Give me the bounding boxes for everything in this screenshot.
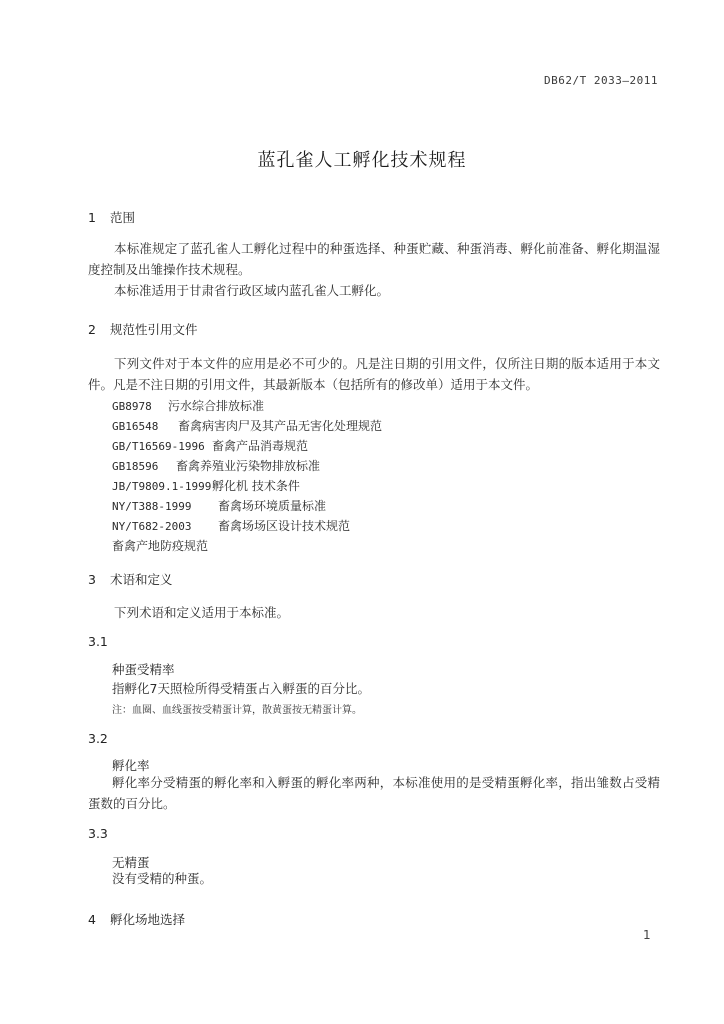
page-number: 1 xyxy=(643,928,651,942)
section-1-paragraph-1: 本标准规定了蓝孔雀人工孵化过程中的种蛋选择、种蛋贮藏、种蛋消毒、孵化前准备、孵化期温湿度控制及出雏操作技术规程。 xyxy=(88,241,660,277)
reference-code: GB8978 xyxy=(112,400,152,413)
section-number: 2 xyxy=(88,322,96,337)
term-definition: 指孵化7天照检所得受精蛋占入孵蛋的百分比。 xyxy=(112,681,370,696)
term-definition: 孵化率分受精蛋的孵化率和入孵蛋的孵化率两种，本标准使用的是受精蛋孵化率，指出雏数占受精蛋数的百分比。 xyxy=(88,775,660,811)
section-2-heading xyxy=(88,320,198,338)
clause-number: 3.1 xyxy=(88,634,108,649)
section-3-heading xyxy=(88,570,173,588)
section-1-heading xyxy=(88,208,135,226)
term-name: 无精蛋 xyxy=(112,855,150,870)
section-1-paragraph-2: 本标准适用于甘肃省行政区域内蓝孔雀人工孵化。 xyxy=(114,283,390,298)
document-title: 蓝孔雀人工孵化技术规程 xyxy=(257,150,467,171)
reference-title: 畜禽病害肉尸及其产品无害化处理规范 xyxy=(178,419,383,433)
reference-code: GB16548 xyxy=(112,420,159,433)
reference-list xyxy=(112,396,382,556)
section-3-intro: 下列术语和定义适用于本标准。 xyxy=(114,605,290,620)
reference-code: NY/T388-1999 xyxy=(112,500,192,513)
reference-item xyxy=(112,496,382,516)
section-2-intro: 下列文件对于本文件的应用是必不可少的。凡是注日期的引用文件，仅所注日期的版本适用于本文件。凡是不注日期的引用文件，其最新版本（包括所有的修改单）适用于本文件。 xyxy=(88,356,660,392)
term-note: 注：血圈、血线蛋按受精蛋计算，散黄蛋按无精蛋计算。 xyxy=(112,705,362,716)
reference-code: NY/T682-2003 xyxy=(112,520,192,533)
term-definition: 没有受精的种蛋。 xyxy=(112,871,213,886)
reference-code: GB18596 xyxy=(112,460,159,473)
section-number: 4 xyxy=(88,912,96,927)
reference-title: 畜禽产品消毒规范 xyxy=(212,439,309,453)
term-name: 孵化率 xyxy=(112,758,150,773)
clause-number: 3.3 xyxy=(88,826,108,841)
section-title: 范围 xyxy=(109,210,135,225)
reference-code: GB/T16569-1996 xyxy=(112,440,205,453)
section-title: 术语和定义 xyxy=(109,572,173,587)
reference-item xyxy=(112,536,382,556)
reference-title: 畜禽产地防疫规范 xyxy=(112,539,209,553)
reference-title: 畜禽场环境质量标准 xyxy=(218,499,327,513)
reference-item xyxy=(112,436,382,456)
reference-item xyxy=(112,456,382,476)
reference-title: 污水综合排放标准 xyxy=(168,399,265,413)
section-title: 孵化场地选择 xyxy=(109,912,185,927)
section-title: 规范性引用文件 xyxy=(109,322,198,337)
section-number: 1 xyxy=(88,210,96,225)
section-4-heading xyxy=(88,910,185,928)
reference-title: 孵化机 技术条件 xyxy=(212,479,300,493)
document-number: DB62/T 2033—2011 xyxy=(544,74,658,87)
clause-number: 3.2 xyxy=(88,731,108,746)
reference-item xyxy=(112,396,382,416)
term-name: 种蛋受精率 xyxy=(112,662,175,677)
reference-title: 畜禽养殖业污染物排放标准 xyxy=(176,459,321,473)
reference-title: 畜禽场场区设计技术规范 xyxy=(218,519,351,533)
section-number: 3 xyxy=(88,572,96,587)
reference-code: JB/T9809.1-1999 xyxy=(112,480,212,493)
reference-item xyxy=(112,416,382,436)
reference-item xyxy=(112,516,382,536)
reference-item xyxy=(112,476,382,496)
